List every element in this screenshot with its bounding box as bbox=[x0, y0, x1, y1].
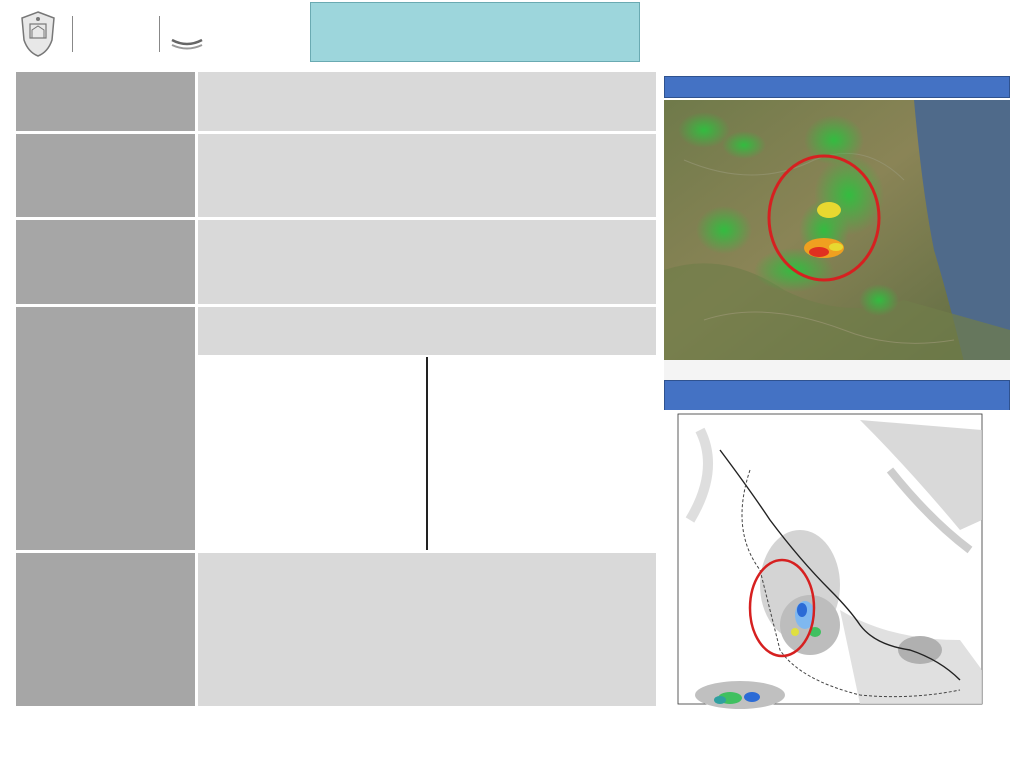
zona-col-proximas bbox=[198, 357, 426, 550]
zonas-columns bbox=[198, 357, 656, 550]
table-row-radar bbox=[16, 134, 656, 220]
zonas-label bbox=[16, 307, 198, 550]
veracruz-seal-icon bbox=[18, 10, 58, 58]
movimiento-value bbox=[198, 220, 656, 304]
radar-map-banner bbox=[664, 76, 1010, 98]
table-row-precauciones bbox=[16, 553, 656, 706]
table-row-zonas bbox=[16, 307, 656, 553]
precauciones-label bbox=[16, 553, 198, 706]
radar-label bbox=[16, 134, 198, 217]
logo-divider bbox=[72, 16, 73, 52]
table-row-movimiento bbox=[16, 220, 656, 307]
zonas-content bbox=[198, 307, 656, 550]
table-row-ambito bbox=[16, 72, 656, 134]
radar-value bbox=[198, 134, 656, 217]
forecast-table bbox=[16, 72, 656, 706]
precauciones-list bbox=[198, 553, 656, 706]
zonas-intro bbox=[198, 307, 656, 357]
accumulated-rain-map bbox=[660, 410, 1012, 720]
movimiento-label bbox=[16, 220, 198, 304]
radar-map-caption bbox=[664, 360, 1010, 380]
logo-divider bbox=[159, 16, 160, 52]
header-logos bbox=[14, 8, 304, 60]
zona-col-noche bbox=[428, 357, 656, 550]
rain-map-banner bbox=[664, 380, 1010, 414]
ambito-label bbox=[16, 72, 198, 131]
ver-arrows-icon bbox=[170, 36, 204, 50]
radar-simulation-map bbox=[664, 100, 1010, 362]
page-title bbox=[310, 2, 640, 62]
ambito-value bbox=[198, 72, 656, 131]
